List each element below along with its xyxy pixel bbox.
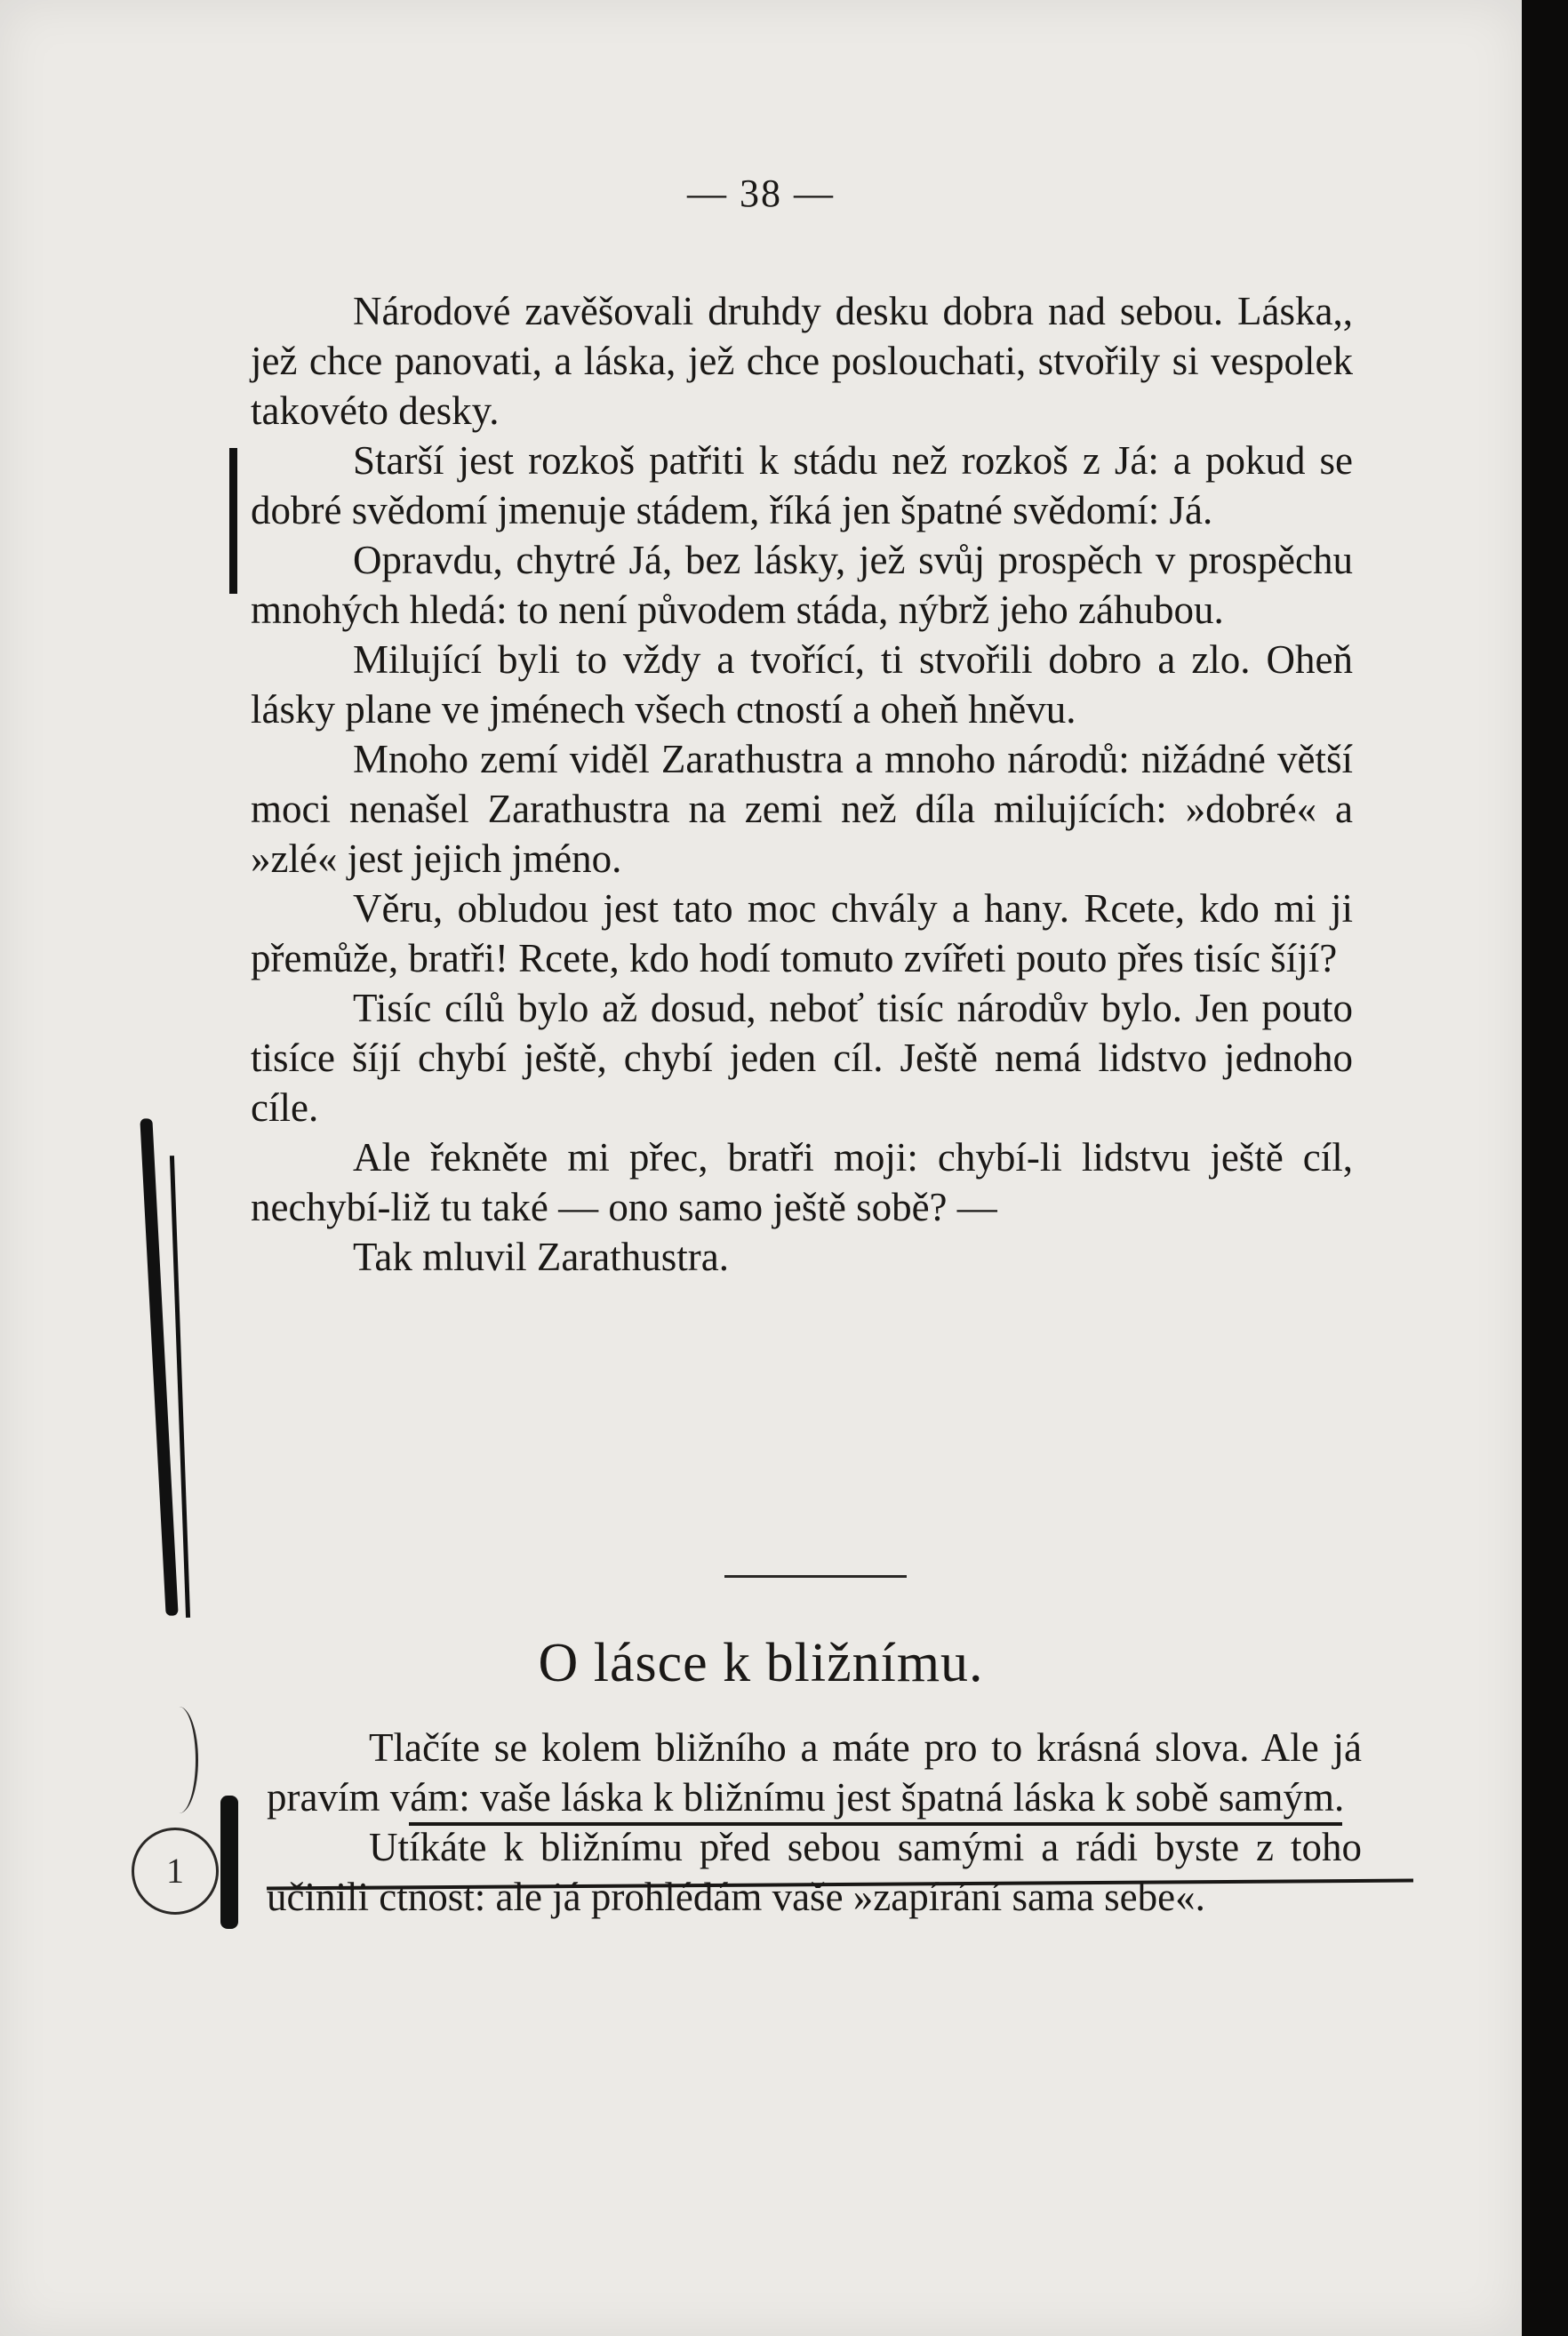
section-title: O lásce k bližnímu. [538, 1633, 984, 1693]
section-divider [724, 1575, 907, 1578]
paragraph: Tak mluvil Zarathustra. [353, 1235, 729, 1279]
body-text [251, 286, 1353, 1282]
paragraph: Utíkáte k bližnímu před sebou samými a rádi byste z toho učinili ctnost: ale já prohlédám vaše »zapírání sama sebe«. [267, 1825, 1362, 1919]
page-edge-shadow [1522, 0, 1568, 2336]
paragraph: Opravdu, chytré Já, bez lásky, jež svůj prospěch v prospěchu mnohých hledá: to není původem stáda, nýbrž jeho záhubou. [251, 538, 1353, 632]
paragraph: Tlačíte se kolem bližního a máte pro to krásná slova. Ale já pravím vám: vaše láska k bližnímu jest špatná láska k sobě samým. [267, 1725, 1362, 1820]
pen-underline [409, 1822, 1342, 1826]
paragraph: Tisíc cílů bylo až dosud, neboť tisíc národův bylo. Jen pouto tisíce šíjí chybí ještě, chybí jeden cíl. Ještě nemá lidstvo jednoho cíle. [251, 986, 1353, 1130]
margin-circled-number: 1 [132, 1828, 219, 1915]
paragraph: Národové zavěšovali druhdy desku dobra nad sebou. Láska,, jež chce panovati, a láska, jež chce poslouchati, stvořily si vespolek takovéto desky. [251, 289, 1353, 433]
paragraph: Milující byli to vždy a tvořící, ti stvořili dobro a zlo. Oheň lásky plane ve jménech všech ctností a oheň hněvu. [251, 637, 1353, 732]
paragraph: Starší jest rozkoš patřiti k stádu než rozkoš z Já: a pokud se dobré svědomí jmenuje stádem, říká jen špatné svědomí: Já. [251, 438, 1353, 532]
margin-mark [229, 448, 237, 594]
paragraph: Ale řekněte mi přec, bratři moji: chybí-li lidstvu ještě cíl, nechybí-liž tu také — ono samo ještě sobě? — [251, 1135, 1353, 1229]
paragraph: Věru, obludou jest tato moc chvály a hany. Rcete, kdo mi ji přemůže, bratři! Rcete, kdo hodí tomuto zvířeti pouto přes tisíc šíjí? [251, 886, 1353, 980]
paragraph: Mnoho zemí viděl Zarathustra a mnoho národů: nižádné větší moci nenašel Zarathustra na zemi než díla milujících: »dobré« a »zlé« jest jejich jméno. [251, 737, 1353, 881]
page-number: — 38 — [687, 172, 835, 215]
margin-bracket-mark [160, 1707, 198, 1813]
margin-mark [220, 1796, 238, 1929]
